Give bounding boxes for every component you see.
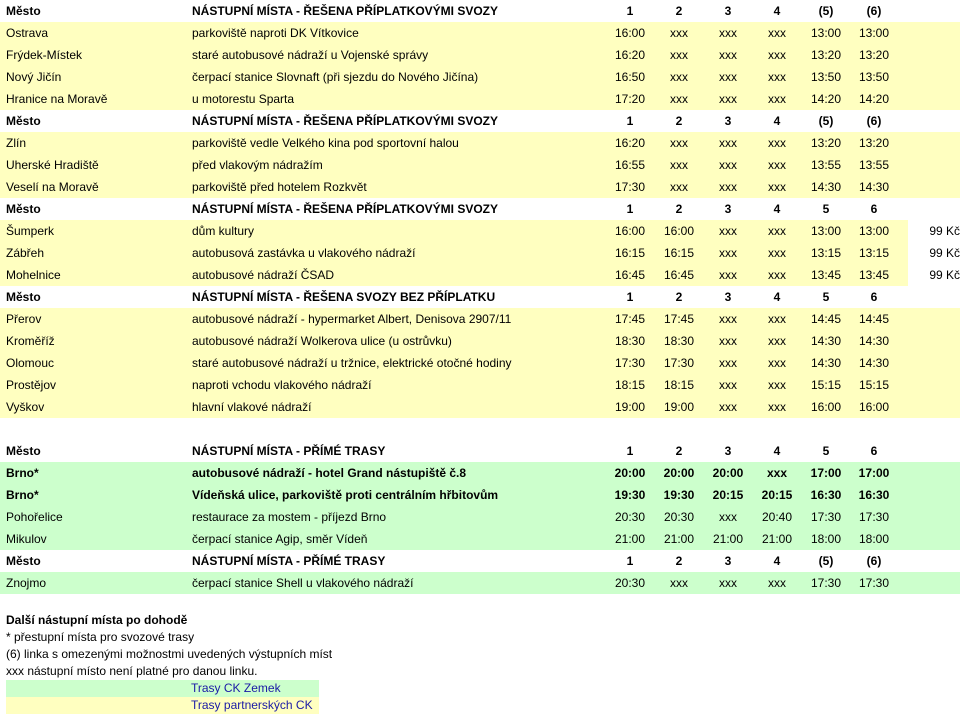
time-cell-6: 14:45 [858, 312, 890, 326]
header-col-4: 4 [773, 4, 781, 18]
time-cell-6: 17:30 [858, 576, 890, 590]
time-cell-2: 20:30 [663, 510, 695, 524]
time-cell-6: 16:30 [858, 488, 890, 502]
header-col-5: (5) [818, 554, 834, 568]
time-cell-5: 14:20 [810, 92, 842, 106]
time-cell-1: 18:30 [614, 334, 646, 348]
time-cell-6: 14:20 [858, 92, 890, 106]
header-col-5: (5) [818, 4, 834, 18]
time-cell-6: 13:20 [858, 136, 890, 150]
city-cell: Pohořelice [6, 510, 63, 524]
notes-block [0, 612, 960, 712]
time-cell-3: xxx [719, 246, 737, 260]
time-cell-2: 18:15 [663, 378, 695, 392]
time-cell-1: 16:00 [614, 26, 646, 40]
time-cell-2: 16:00 [663, 224, 695, 238]
header-city: Město [6, 290, 41, 304]
table-row [0, 154, 960, 176]
time-cell-3: xxx [719, 576, 737, 590]
city-cell: Kroměříž [6, 334, 55, 348]
time-cell-2: xxx [670, 26, 688, 40]
place-cell: parkoviště vedle Velkého kina pod sportovní halou [192, 136, 459, 150]
header-col-1: 1 [626, 554, 634, 568]
place-cell: naproti vchodu vlakového nádraží [192, 378, 372, 392]
time-cell-3: xxx [719, 312, 737, 326]
time-cell-1: 16:00 [614, 224, 646, 238]
time-cell-3: 20:15 [712, 488, 744, 502]
table-row [0, 264, 960, 286]
time-cell-1: 17:45 [614, 312, 646, 326]
city-cell: Přerov [6, 312, 42, 326]
time-cell-4: xxx [768, 136, 786, 150]
header-col-6: (6) [866, 554, 882, 568]
place-cell: u motorestu Sparta [192, 92, 295, 106]
time-cell-2: xxx [670, 576, 688, 590]
time-cell-4: 21:00 [761, 532, 793, 546]
table-row [0, 88, 960, 110]
time-cell-5: 13:15 [810, 246, 842, 260]
blank-row [0, 594, 960, 612]
header-city: Město [6, 4, 41, 18]
section-header [0, 198, 960, 220]
time-cell-3: xxx [719, 48, 737, 62]
time-cell-4: xxx [768, 158, 786, 172]
header-col-1: 1 [626, 4, 634, 18]
header-place: NÁSTUPNÍ MÍSTA - ŘEŠENA PŘÍPLATKOVÝMI SVOZY [192, 202, 499, 216]
time-cell-6: 17:00 [858, 466, 890, 480]
time-cell-6: 13:00 [858, 224, 890, 238]
place-cell: dům kultury [192, 224, 255, 238]
time-cell-6: 13:15 [858, 246, 890, 260]
time-cell-2: xxx [670, 158, 688, 172]
city-cell: Prostějov [6, 378, 57, 392]
table-row [0, 352, 960, 374]
time-cell-3: xxx [719, 136, 737, 150]
time-cell-5: 17:00 [810, 466, 842, 480]
time-cell-5: 13:00 [810, 26, 842, 40]
time-cell-5: 18:00 [810, 532, 842, 546]
time-cell-4: xxx [768, 268, 786, 282]
time-cell-2: 19:00 [663, 400, 695, 414]
table-row [0, 308, 960, 330]
time-cell-5: 15:15 [810, 378, 842, 392]
time-cell-6: 15:15 [858, 378, 890, 392]
note-line6: (6) linka s omezenými možnostmi uvedených výstupních míst [6, 647, 333, 661]
header-col-2: 2 [675, 444, 683, 458]
time-cell-1: 20:30 [614, 576, 646, 590]
time-cell-6: 13:20 [858, 48, 890, 62]
header-col-2: 2 [675, 202, 683, 216]
time-cell-2: 18:30 [663, 334, 695, 348]
time-cell-5: 13:45 [810, 268, 842, 282]
header-col-3: 3 [724, 202, 732, 216]
time-cell-5: 13:50 [810, 70, 842, 84]
time-cell-5: 16:00 [810, 400, 842, 414]
header-col-3: 3 [724, 4, 732, 18]
header-col-5: 5 [822, 290, 830, 304]
time-cell-6: 13:45 [858, 268, 890, 282]
city-cell: Zlín [6, 136, 27, 150]
city-cell: Brno* [6, 488, 39, 502]
time-cell-1: 20:30 [614, 510, 646, 524]
city-cell: Frýdek-Místek [6, 48, 83, 62]
header-col-3: 3 [724, 554, 732, 568]
time-cell-3: xxx [719, 70, 737, 84]
header-col-2: 2 [675, 114, 683, 128]
time-cell-4: xxx [768, 378, 786, 392]
header-col-4: 4 [773, 114, 781, 128]
time-cell-4: xxx [768, 312, 786, 326]
header-col-6: (6) [866, 114, 882, 128]
city-cell: Zábřeh [6, 246, 45, 260]
city-cell: Vyškov [6, 400, 45, 414]
time-cell-1: 17:30 [614, 356, 646, 370]
header-col-3: 3 [724, 290, 732, 304]
time-cell-2: xxx [670, 180, 688, 194]
header-col-4: 4 [773, 202, 781, 216]
header-col-3: 3 [724, 444, 732, 458]
section-header [0, 286, 960, 308]
section-header [0, 0, 960, 22]
time-cell-3: xxx [719, 158, 737, 172]
header-col-2: 2 [675, 554, 683, 568]
time-cell-4: xxx [768, 334, 786, 348]
header-city: Město [6, 554, 41, 568]
time-cell-3: xxx [719, 26, 737, 40]
time-cell-4: xxx [768, 48, 786, 62]
section-header [0, 110, 960, 132]
header-city: Město [6, 114, 41, 128]
time-cell-1: 17:30 [614, 180, 646, 194]
table-row [0, 44, 960, 66]
header-col-2: 2 [675, 4, 683, 18]
time-cell-5: 14:30 [810, 334, 842, 348]
time-cell-3: xxx [719, 180, 737, 194]
time-cell-3: 21:00 [712, 532, 744, 546]
time-cell-4: xxx [768, 400, 786, 414]
city-cell: Mohelnice [6, 268, 61, 282]
header-col-6: 6 [870, 202, 878, 216]
time-cell-2: 17:30 [663, 356, 695, 370]
city-cell: Brno* [6, 466, 39, 480]
legend-ck-zemek: Trasy CK Zemek [191, 681, 281, 695]
header-col-2: 2 [675, 290, 683, 304]
time-cell-4: xxx [768, 180, 786, 194]
header-col-3: 3 [724, 114, 732, 128]
notes-title: Další nástupní místa po dohodě [6, 613, 188, 627]
header-place: NÁSTUPNÍ MÍSTA - ŘEŠENA SVOZY BEZ PŘÍPLATKU [192, 290, 496, 304]
table-row [0, 22, 960, 44]
time-cell-4: xxx [768, 576, 786, 590]
time-cell-3: xxx [719, 356, 737, 370]
time-cell-1: 19:30 [614, 488, 646, 502]
time-cell-3: xxx [719, 224, 737, 238]
place-cell: parkoviště před hotelem Rozkvět [192, 180, 367, 194]
table-row [0, 462, 960, 484]
time-cell-4: xxx [768, 246, 786, 260]
table-row [0, 484, 960, 506]
time-cell-5: 13:20 [810, 136, 842, 150]
section-header [0, 440, 960, 462]
time-cell-4: xxx [768, 92, 786, 106]
time-cell-6: 13:00 [858, 26, 890, 40]
header-col-5: 5 [822, 202, 830, 216]
time-cell-3: xxx [719, 400, 737, 414]
time-cell-2: 16:45 [663, 268, 695, 282]
table-row [0, 374, 960, 396]
place-cell: autobusové nádraží - hypermarket Albert, Denisova 2907/11 [192, 312, 512, 326]
place-cell: autobusové nádraží Wolkerova ulice (u ostrůvku) [192, 334, 452, 348]
legend-partner: Trasy partnerských CK [191, 698, 313, 712]
price-cell: 99 Kč [908, 242, 960, 264]
header-place: NÁSTUPNÍ MÍSTA - PŘÍMÉ TRASY [192, 444, 386, 458]
place-cell: autobusové nádraží ČSAD [192, 268, 335, 282]
header-col-4: 4 [773, 554, 781, 568]
time-cell-1: 16:50 [614, 70, 646, 84]
header-place: NÁSTUPNÍ MÍSTA - ŘEŠENA PŘÍPLATKOVÝMI SVOZY [192, 4, 499, 18]
time-cell-6: 14:30 [858, 334, 890, 348]
time-cell-5: 13:00 [810, 224, 842, 238]
time-cell-1: 19:00 [614, 400, 646, 414]
time-cell-6: 14:30 [858, 180, 890, 194]
time-cell-5: 13:20 [810, 48, 842, 62]
city-cell: Šumperk [6, 224, 55, 238]
time-cell-2: 21:00 [663, 532, 695, 546]
header-place: NÁSTUPNÍ MÍSTA - PŘÍMÉ TRASY [192, 554, 386, 568]
header-col-1: 1 [626, 444, 634, 458]
place-cell: Vídeňská ulice, parkoviště proti centrálním hřbitovům [192, 488, 499, 502]
time-cell-3: xxx [719, 92, 737, 106]
time-cell-5: 14:30 [810, 356, 842, 370]
header-col-6: (6) [866, 4, 882, 18]
time-cell-2: xxx [670, 92, 688, 106]
table-row [0, 572, 960, 594]
table-row [0, 506, 960, 528]
city-cell: Veselí na Moravě [6, 180, 99, 194]
note-xxx: xxx nástupní místo není platné pro danou linku. [6, 664, 258, 678]
time-cell-6: 13:55 [858, 158, 890, 172]
header-col-4: 4 [773, 290, 781, 304]
place-cell: parkoviště naproti DK Vítkovice [192, 26, 359, 40]
table-row [0, 176, 960, 198]
header-col-5: (5) [818, 114, 834, 128]
time-cell-6: 18:00 [858, 532, 890, 546]
time-cell-2: 16:15 [663, 246, 695, 260]
time-cell-6: 16:00 [858, 400, 890, 414]
table-row [0, 330, 960, 352]
place-cell: čerpací stanice Shell u vlakového nádraží [192, 576, 414, 590]
place-cell: autobusová zastávka u vlakového nádraží [192, 246, 416, 260]
time-cell-2: 17:45 [663, 312, 695, 326]
place-cell: autobusové nádraží - hotel Grand nástupiště č.8 [192, 466, 467, 480]
time-cell-4: 20:15 [761, 488, 793, 502]
header-col-4: 4 [773, 444, 781, 458]
header-city: Město [6, 444, 41, 458]
table-row [0, 66, 960, 88]
time-cell-4: xxx [768, 70, 786, 84]
header-col-1: 1 [626, 202, 634, 216]
time-cell-1: 21:00 [614, 532, 646, 546]
time-cell-6: 14:30 [858, 356, 890, 370]
header-place: NÁSTUPNÍ MÍSTA - ŘEŠENA PŘÍPLATKOVÝMI SVOZY [192, 114, 499, 128]
place-cell: hlavní vlakové nádraží [192, 400, 312, 414]
table-row [0, 528, 960, 550]
time-cell-1: 16:55 [614, 158, 646, 172]
time-cell-4: xxx [768, 356, 786, 370]
city-cell: Ostrava [6, 26, 49, 40]
header-city: Město [6, 202, 41, 216]
time-cell-4: xxx [768, 224, 786, 238]
header-col-1: 1 [626, 290, 634, 304]
time-cell-5: 17:30 [810, 510, 842, 524]
time-cell-4: xxx [768, 26, 786, 40]
time-cell-1: 18:15 [614, 378, 646, 392]
header-col-6: 6 [870, 290, 878, 304]
time-cell-3: xxx [719, 334, 737, 348]
time-cell-5: 14:45 [810, 312, 842, 326]
time-cell-1: 16:20 [614, 136, 646, 150]
time-cell-3: xxx [719, 510, 737, 524]
time-cell-2: xxx [670, 70, 688, 84]
place-cell: staré autobusové nádraží u Vojenské správy [192, 48, 429, 62]
time-cell-2: 19:30 [663, 488, 695, 502]
time-cell-3: xxx [719, 378, 737, 392]
time-cell-1: 16:15 [614, 246, 646, 260]
time-cell-5: 17:30 [810, 576, 842, 590]
header-col-1: 1 [626, 114, 634, 128]
time-cell-1: 16:45 [614, 268, 646, 282]
time-cell-2: xxx [670, 136, 688, 150]
city-cell: Mikulov [6, 532, 47, 546]
time-cell-2: 20:00 [663, 466, 695, 480]
blank-row [0, 418, 960, 440]
time-cell-5: 14:30 [810, 180, 842, 194]
time-cell-1: 16:20 [614, 48, 646, 62]
price-cell: 99 Kč [908, 264, 960, 286]
table-row [0, 396, 960, 418]
place-cell: čerpací stanice Slovnaft (při sjezdu do Nového Jičína) [192, 70, 479, 84]
time-cell-3: xxx [719, 268, 737, 282]
time-cell-1: 17:20 [614, 92, 646, 106]
table-row [0, 242, 960, 264]
place-cell: před vlakovým nádražím [192, 158, 323, 172]
time-cell-6: 17:30 [858, 510, 890, 524]
city-cell: Nový Jičín [6, 70, 62, 84]
time-cell-5: 13:55 [810, 158, 842, 172]
header-col-6: 6 [870, 444, 878, 458]
time-cell-2: xxx [670, 48, 688, 62]
place-cell: restaurace za mostem - příjezd Brno [192, 510, 387, 524]
city-cell: Hranice na Moravě [6, 92, 108, 106]
time-cell-5: 16:30 [810, 488, 842, 502]
city-cell: Znojmo [6, 576, 47, 590]
city-cell: Uherské Hradiště [6, 158, 99, 172]
section-header [0, 550, 960, 572]
time-cell-3: 20:00 [712, 466, 744, 480]
time-cell-6: 13:50 [858, 70, 890, 84]
time-cell-4: 20:40 [761, 510, 793, 524]
place-cell: staré autobusové nádraží u tržnice, elektrické otočné hodiny [192, 356, 512, 370]
city-cell: Olomouc [6, 356, 55, 370]
place-cell: čerpací stanice Agip, směr Vídeň [192, 532, 368, 546]
table-row [0, 132, 960, 154]
time-cell-4: xxx [766, 466, 788, 480]
price-cell: 99 Kč [908, 220, 960, 242]
note-transfer: * přestupní místa pro svozové trasy [6, 630, 195, 644]
time-cell-1: 20:00 [614, 466, 646, 480]
table-row [0, 220, 960, 242]
header-col-5: 5 [822, 444, 830, 458]
